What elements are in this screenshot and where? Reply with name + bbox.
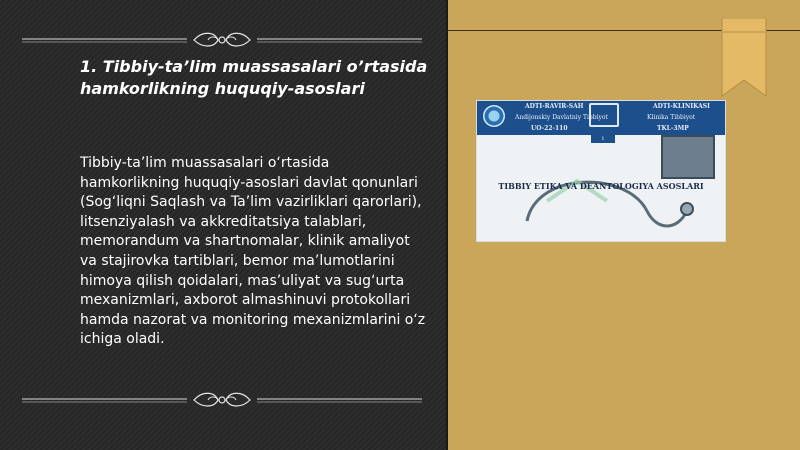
book-title: TIBBIY ETIKA VA DEANTOLOGIYA ASOSLARI (498, 181, 704, 191)
header-right-line-1: ADTI-KLINIKASI (653, 103, 710, 110)
slide-body-text: Tibbiy-ta’lim muassasalari o‘rtasida hamkorlikning huquqiy-asoslari davlat qonunlari (Sog‘liqni Saqlash va Ta’lim vazirliklari qarorlari), litsenziyalash va akkreditatsiya talablari, memorandum va shartnomalar, klinik amaliyot va stajirovka tartiblari, bemor ma’lumotlarini himoya qilish qoidalari, mas’uliyat va sug‘urta mexanizmlari, axborot almashinuvi protokollari hamda nazorat va monitoring mexanizmlarini o‘z ichiga oladi. (80, 155, 426, 348)
book-cover-image (476, 100, 726, 242)
header-left-line-2: Andijonskiy Davlatniy Tibbiyot (515, 114, 608, 121)
book-cover-header (477, 101, 725, 135)
topic-badge: 1 MAVZU (591, 135, 615, 143)
top-flourish-ornament-icon (22, 28, 422, 52)
computer-icon (589, 103, 619, 127)
header-left-line-1: ADTI-RAVIR-SAH (525, 103, 584, 110)
stethoscope-illustration (507, 161, 697, 241)
university-emblem-icon (483, 105, 505, 127)
header-right-line-2: Klinika Tibbiyot (647, 114, 696, 121)
slide-title: 1. Tibbiy-ta’lim muassasalari o’rtasida hamkorlikning huquqiy-asoslari (80, 57, 428, 98)
header-right-line-3: TKL-3MP (657, 125, 689, 132)
header-left-line-3: UO-22-110 (531, 125, 568, 132)
bookmark-ribbon-icon (718, 18, 770, 98)
bottom-flourish-ornament-icon (22, 388, 422, 412)
